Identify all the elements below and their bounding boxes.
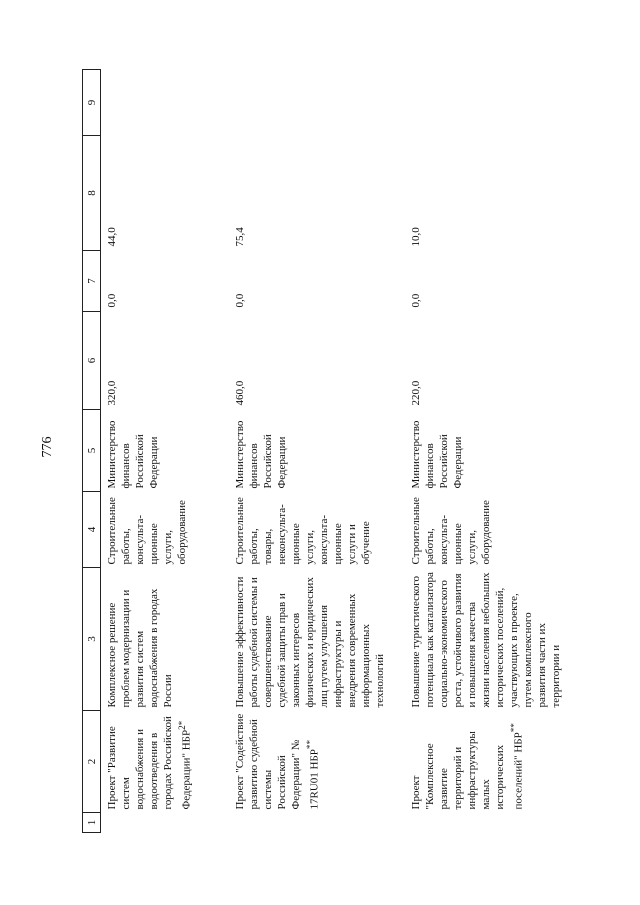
header-col-3: 3 <box>83 568 101 711</box>
project-table <box>82 69 595 833</box>
header-col-5: 5 <box>83 410 101 492</box>
cell-col-8: 10,0 <box>410 227 422 247</box>
table-row <box>101 70 230 833</box>
cell-executor: Министерство финансов Российской Федерации <box>106 420 160 489</box>
header-col-6: 6 <box>83 312 101 410</box>
cell-col-9 <box>229 70 405 136</box>
cell-col-9 <box>101 70 230 136</box>
header-col-2: 2 <box>83 711 101 813</box>
page-number: 776 <box>40 436 55 458</box>
table-row <box>229 70 405 833</box>
cell-project <box>229 711 405 813</box>
table-row <box>405 70 595 833</box>
cell-col-8: 44,0 <box>106 227 118 247</box>
project-name: Проект "Комплексное развитие территорий и инфраструктуры малых исторических поселений" НБР <box>410 731 525 810</box>
header-row <box>83 70 101 833</box>
cell-col-8: 75,4 <box>234 227 246 247</box>
cell-expense-type: Строительные работы, консульта-ционные услуги, оборудование <box>410 497 492 565</box>
cell-goal: Комплексное решение проблем модернизации и развития систем водоснабжения в городах России <box>106 588 174 708</box>
header-col-9: 9 <box>83 70 101 136</box>
cell-executor: Министерство финансов Российской Федерации <box>234 420 288 489</box>
header-col-4: 4 <box>83 492 101 568</box>
header-col-7: 7 <box>83 251 101 312</box>
table-header <box>83 70 101 833</box>
cell-col-9 <box>405 70 595 136</box>
cell-col-6: 220,0 <box>410 380 422 406</box>
header-col-1: 1 <box>83 813 101 833</box>
header-col-8: 8 <box>83 136 101 251</box>
cell-expense-type: Строительные работы, консульта-ционные услуги, оборудование <box>106 497 188 565</box>
project-footnote: ** <box>305 739 315 750</box>
cell-col-6: 320,0 <box>106 380 118 406</box>
project-name: Проект "Содействие развитию судебной системы Российской Федерации" № 17RU01 НБР <box>234 713 321 810</box>
rotated-table-container <box>82 70 598 833</box>
cell-col-7: 0,0 <box>234 293 246 308</box>
project-footnote: ** <box>509 723 519 733</box>
cell-expense-type: Строительные работы, товары, неконсульта-ционные услуги, консульта-ционные услуги и обучение <box>234 497 372 565</box>
cell-goal: Повышение эффективности работы судебной системы и совершенствование судебной защиты прав и законных интересов физических и юридических лиц путем улучшения инфраструктуры и внедрения современных информационных технологий <box>234 576 386 708</box>
cell-col-7: 0,0 <box>410 293 422 308</box>
project-footnote: 2* <box>177 720 187 730</box>
project-name: Проект "Развитие систем водоснабжения и водоотведения в городах Российской Федерации" НБР <box>106 716 193 810</box>
cell-col-7: 0,0 <box>106 293 118 308</box>
cell-col-6: 460,0 <box>234 380 246 406</box>
cell-col-1 <box>101 813 230 833</box>
table-body <box>101 70 596 833</box>
cell-executor: Министерство финансов Российской Федерации <box>410 420 464 489</box>
cell-col-1 <box>229 813 405 833</box>
cell-project <box>101 711 230 813</box>
cell-project <box>405 711 595 813</box>
cell-col-1 <box>405 813 595 833</box>
cell-goal: Повышение туристического потенциала как катализатора социально-экономического роста, устойчивого развития и повышения качества жизни населения небольших исторических поселений, участвующих в проекте, путем комплексного развития части их территории и <box>410 572 562 708</box>
